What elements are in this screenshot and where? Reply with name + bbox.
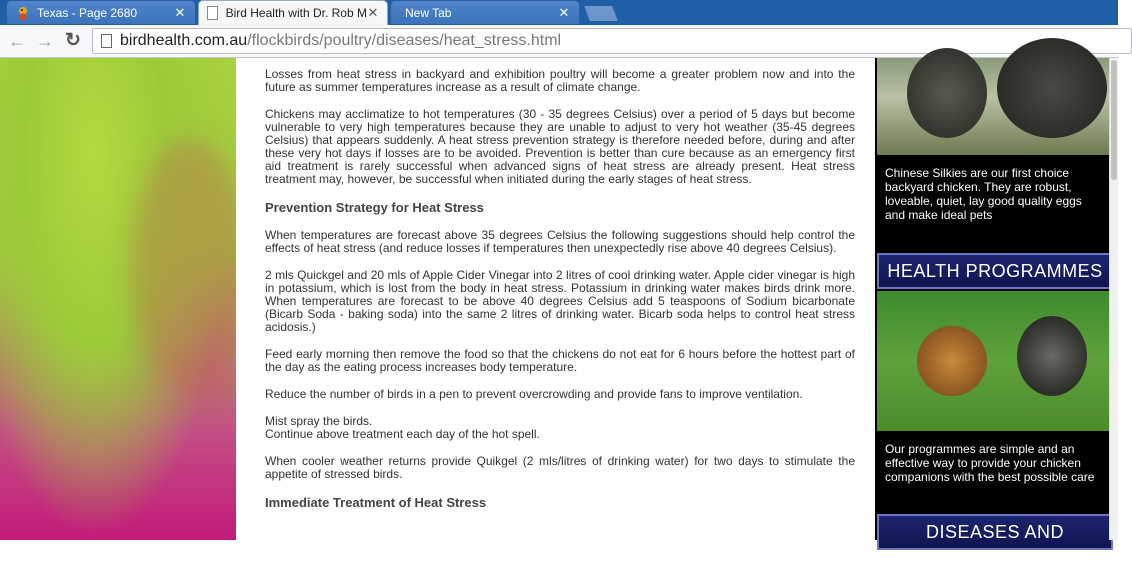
url-path: /flockbirds/poultry/diseases/heat_stress.html <box>247 32 562 49</box>
article-paragraph: Feed early morning then remove the food so that the chickens do not eat for 6 hours before the hottest part of the day as the eating process increases body temperature. <box>265 347 855 374</box>
mist-line: Mist spray the birds. <box>265 414 373 428</box>
page-icon <box>207 6 218 20</box>
section-heading-prevention: Prevention Strategy for Heat Stress <box>265 200 484 215</box>
tab-title: Texas - Page 2680 <box>37 5 138 20</box>
back-arrow-icon[interactable]: ← <box>8 31 26 51</box>
url-domain: birdhealth.com.au <box>120 32 248 49</box>
article <box>265 68 855 524</box>
tab-strip <box>0 0 1118 25</box>
article-paragraph: Chickens may acclimatize to hot temperatures (30 - 35 degrees Celsius) over a period of 5 days but become vulnerable to very high temperatures because they are unable to adjust to very hot weather (35-45 degrees Celsius) that appears suddenly. A heat stress prevention strategy is therefore needed before, during and after these very hot days if losses are to be avoided. Prevention is better than cure because as an emergency first aid treatment is rarely successful when advanced signs of heat stress are already present. Heat stress treatment may, however, be successful when initiated during the early stages of heat stress. <box>265 107 855 186</box>
tab-title: Bird Health with Dr. Rob M <box>225 6 367 20</box>
article-paragraph: When temperatures are forecast above 35 degrees Celsius the following suggestions should help control the effects of heat stress (and reduce losses if temperatures then unexpectedly rise above 40 degrees Celsius). <box>265 228 855 255</box>
new-tab-button[interactable] <box>583 5 619 22</box>
health-programmes-banner[interactable]: HEALTH PROGRAMMES <box>877 253 1113 289</box>
reload-icon[interactable]: ↻ <box>65 30 81 51</box>
continue-line: Continue above treatment each day of the hot spell. <box>265 427 540 441</box>
silkie-chicken-image <box>997 38 1107 138</box>
tab-bird-health[interactable] <box>198 0 388 25</box>
silkies-photo[interactable] <box>877 58 1113 155</box>
silkie-chicken-image <box>907 48 987 138</box>
close-icon[interactable]: ✕ <box>558 4 570 20</box>
bird-favicon-icon <box>15 5 31 21</box>
url-text[interactable] <box>120 32 561 50</box>
background-decoration <box>0 58 236 540</box>
page-icon <box>101 34 112 48</box>
sidebar <box>875 58 1115 574</box>
web-page <box>0 58 1118 574</box>
diseases-remedies-banner[interactable]: DISEASES AND REMEDIES <box>877 514 1113 550</box>
chickens-photo[interactable] <box>877 291 1113 431</box>
article-paragraph: When cooler weather returns provide Quikgel (2 mls/litres of drinking water) for two days to stimulate the appetite of stressed birds. <box>265 454 855 481</box>
close-icon[interactable]: ✕ <box>367 5 379 20</box>
silkies-caption: Chinese Silkies are our first choice backyard chicken. They are robust, loveable, quiet, lay good quality eggs and make ideal pets <box>885 166 1082 222</box>
forward-arrow-icon[interactable]: → <box>36 31 54 51</box>
main-content <box>236 58 875 540</box>
article-paragraph: 2 mls Quickgel and 20 mls of Apple Cider Vinegar into 2 litres of cool drinking water. Apple cider vinegar is high in potassium, which is lost from the body in heat stress. Potassium in drinking water makes birds drink more. When temperatures are forecast to be above 40 degrees Celsius add 5 teaspoons of Sodium bicarbonate (Bicarb Soda - baking soda) into the same 2 litres of drinking water. Bicarb soda helps to control heat stress acidosis.) <box>265 268 855 334</box>
section-heading-immediate: Immediate Treatment of Heat Stress <box>265 495 487 510</box>
close-icon[interactable]: ✕ <box>174 4 186 20</box>
hen-image <box>917 326 987 396</box>
article-paragraph: Reduce the number of birds in a pen to prevent overcrowding and provide fans to improve ventilation. <box>265 387 803 401</box>
article-paragraph <box>265 415 855 441</box>
tab-texas[interactable] <box>6 0 196 25</box>
programmes-caption: Our programmes are simple and an effective way to provide your chicken companions with the best possible care <box>885 442 1095 484</box>
scrollbar-thumb[interactable] <box>1111 60 1117 180</box>
hen-image <box>1017 316 1087 396</box>
address-bar[interactable] <box>92 28 1132 54</box>
scrollbar[interactable] <box>1109 58 1118 540</box>
article-paragraph: Losses from heat stress in backyard and exhibition poultry will become a greater problem now and into the future as summer temperatures increase as a result of climate change. <box>265 67 855 94</box>
tab-title: New Tab <box>405 5 452 20</box>
tab-new-tab[interactable] <box>390 0 580 25</box>
